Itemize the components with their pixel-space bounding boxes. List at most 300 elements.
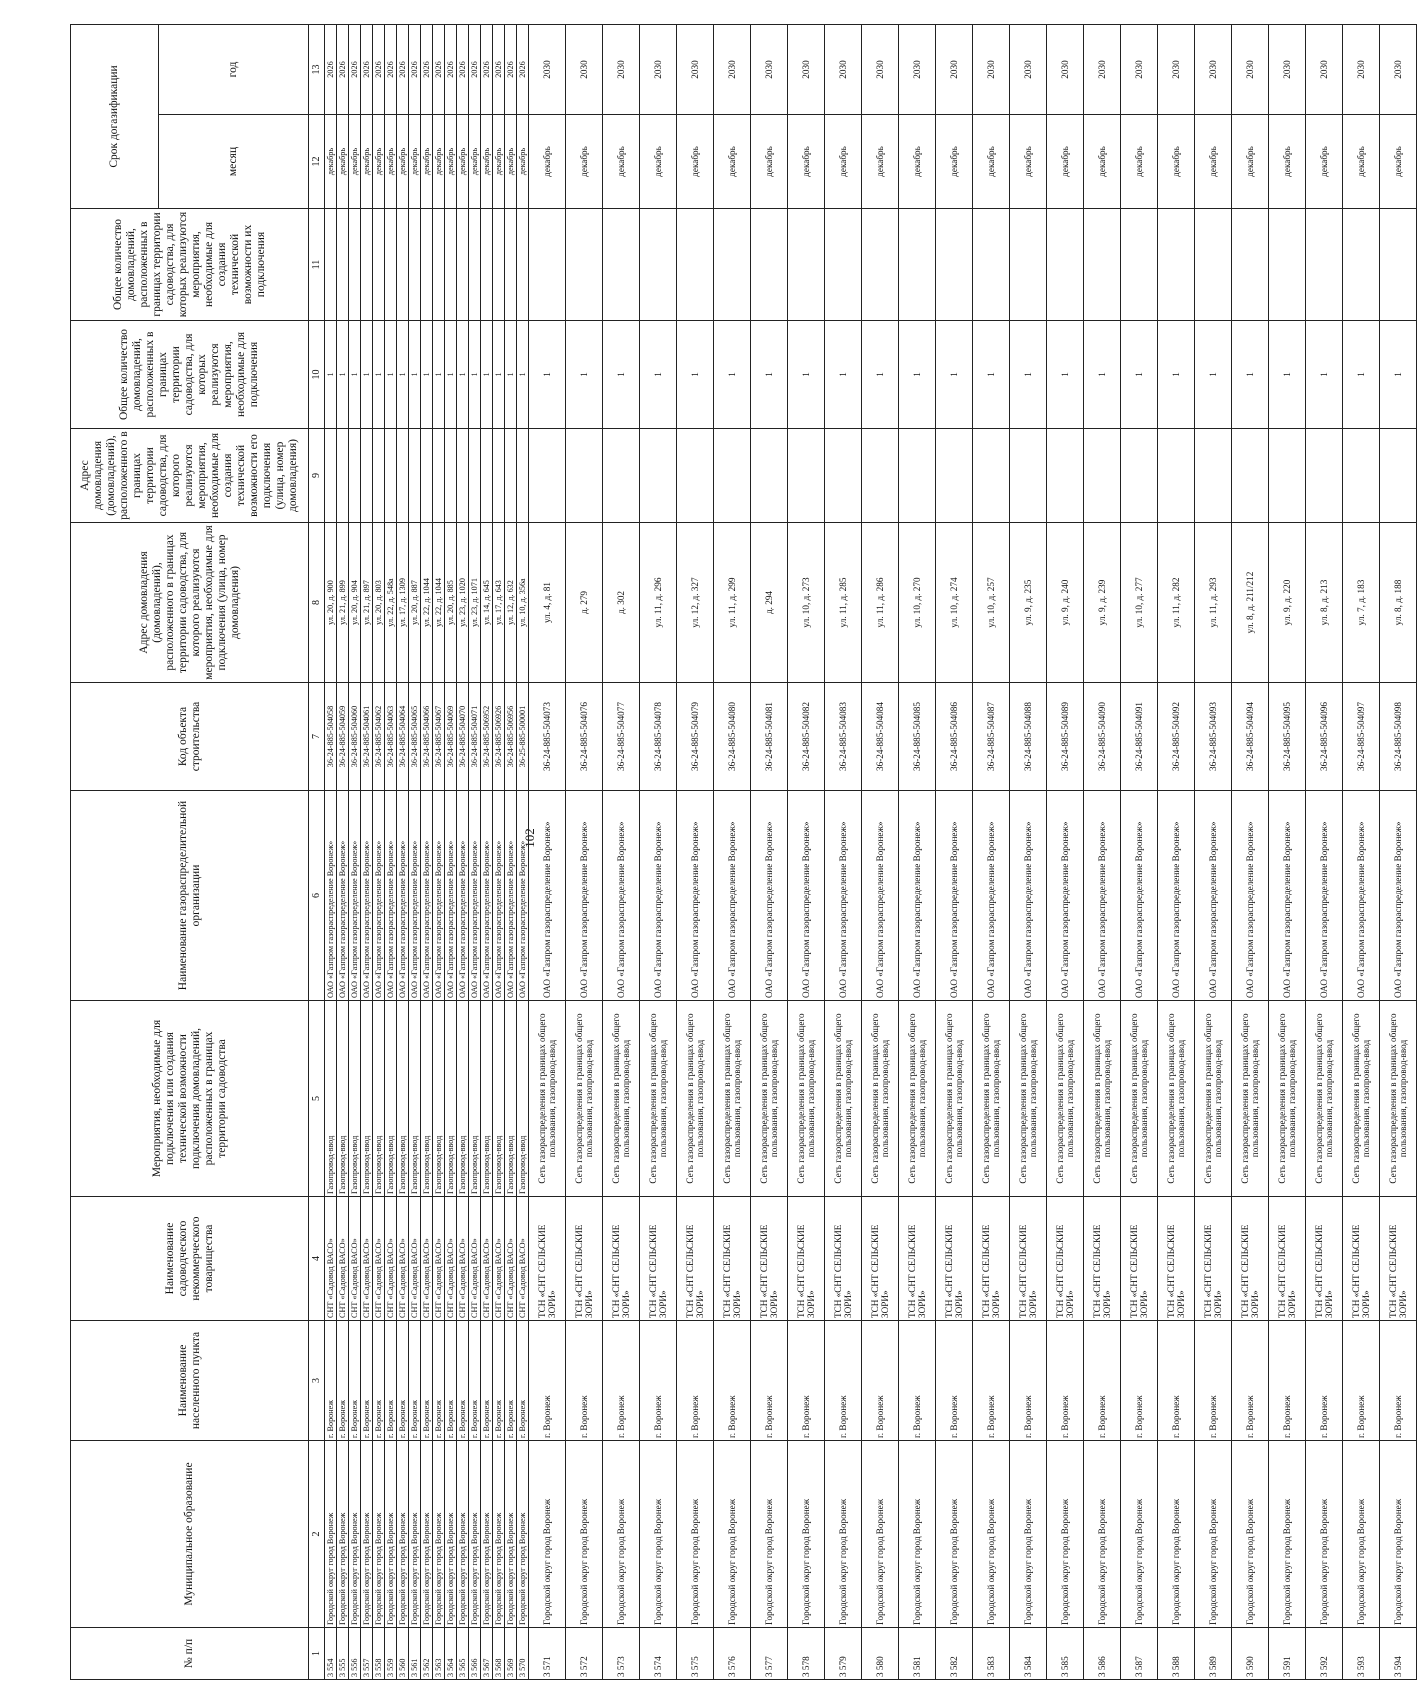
table-row [1158, 25, 1195, 1680]
address-tech-cell [325, 429, 337, 523]
locality-cell: г. Воронеж [493, 1321, 505, 1441]
snt-name-cell: ТСН «СНТ СЕЛЬСКИЕ ЗОРИ» [1158, 1197, 1195, 1321]
address-cell: ул. 10, д. 257 [973, 523, 1010, 683]
organization-cell: ОАО «Газпром газораспределение Воронеж» [1010, 791, 1047, 1001]
locality-cell: г. Воронеж [862, 1321, 899, 1441]
locality-cell: г. Воронеж [1380, 1321, 1417, 1441]
municipality-cell: Городской округ город Воронеж [936, 1441, 973, 1628]
count-tech-cell [373, 209, 385, 321]
object-code-cell: 36-24-885-504067 [433, 683, 445, 791]
event-cell: Сеть газораспределения в границах общего пользования, газопровод-ввод [1047, 1001, 1084, 1197]
locality-cell: г. Воронеж [899, 1321, 936, 1441]
month-cell: декабрь [1380, 115, 1417, 209]
page-number: 102 [522, 828, 537, 848]
event-cell: Сеть газораспределения в границах общего пользования, газопровод-ввод [1195, 1001, 1232, 1197]
snt-name-cell: ТСН «СНТ СЕЛЬСКИЕ ЗОРИ» [1380, 1197, 1417, 1321]
organization-cell: ОАО «Газпром газораспределение Воронеж» [445, 791, 457, 1001]
count-tech-cell [862, 209, 899, 321]
row-number: 3 554 [325, 1628, 337, 1680]
event-cell: Газопровод-ввод [373, 1001, 385, 1197]
address-cell: ул. 11, д. 285 [825, 523, 862, 683]
year-cell: 2030 [1269, 25, 1306, 115]
month-cell: декабрь [566, 115, 603, 209]
table-row [1010, 25, 1047, 1680]
address-tech-cell [936, 429, 973, 523]
address-tech-cell [603, 429, 640, 523]
year-cell: 2030 [788, 25, 825, 115]
count-connect-cell: 1 [505, 321, 517, 429]
count-tech-cell [361, 209, 373, 321]
event-cell: Сеть газораспределения в границах общего пользования, газопровод-ввод [1232, 1001, 1269, 1197]
month-cell: декабрь [1343, 115, 1380, 209]
row-number: 3 559 [385, 1628, 397, 1680]
count-connect-cell: 1 [1047, 321, 1084, 429]
snt-name-cell: СНТ «Садовод ВАСО» [409, 1197, 421, 1321]
address-tech-cell [1084, 429, 1121, 523]
count-connect-cell: 1 [349, 321, 361, 429]
month-cell: декабрь [1121, 115, 1158, 209]
col-number: 5 [309, 1001, 325, 1197]
address-cell: ул. 22, д. 548а [385, 523, 397, 683]
address-tech-cell [421, 429, 433, 523]
table-row [433, 25, 445, 1680]
count-connect-cell: 1 [1010, 321, 1047, 429]
count-connect-cell: 1 [397, 321, 409, 429]
year-cell: 2030 [862, 25, 899, 115]
count-tech-cell [409, 209, 421, 321]
table-row [457, 25, 469, 1680]
header-snt: Наименование садоводческого некоммерческого товарищества [71, 1197, 309, 1321]
organization-cell: ОАО «Газпром газораспределение Воронеж» [1232, 791, 1269, 1001]
address-cell: ул. 17, д. 643 [493, 523, 505, 683]
event-cell: Сеть газораспределения в границах общего пользования, газопровод-ввод [677, 1001, 714, 1197]
count-connect-cell: 1 [421, 321, 433, 429]
table-row [505, 25, 517, 1680]
month-cell: декабрь [973, 115, 1010, 209]
month-cell: декабрь [899, 115, 936, 209]
address-cell: ул. 10, д. 274 [936, 523, 973, 683]
month-cell: декабрь [825, 115, 862, 209]
header-locality: Наименование населенного пункта [71, 1321, 309, 1441]
object-code-cell: 36-24-885-504095 [1269, 683, 1306, 791]
locality-cell: г. Воронеж [1343, 1321, 1380, 1441]
year-cell: 2030 [1047, 25, 1084, 115]
object-code-cell: 36-24-885-504080 [714, 683, 751, 791]
count-connect-cell: 1 [517, 321, 529, 429]
count-connect-cell: 1 [1195, 321, 1232, 429]
table-row [862, 25, 899, 1680]
table-row [397, 25, 409, 1680]
year-cell: 2026 [349, 25, 361, 115]
object-code-cell: 36-24-885-504076 [566, 683, 603, 791]
count-connect-cell: 1 [788, 321, 825, 429]
organization-cell: ОАО «Газпром газораспределение Воронеж» [325, 791, 337, 1001]
address-tech-cell [1343, 429, 1380, 523]
event-cell: Сеть газораспределения в границах общего пользования, газопровод-ввод [714, 1001, 751, 1197]
count-tech-cell [457, 209, 469, 321]
organization-cell: ОАО «Газпром газораспределение Воронеж» [433, 791, 445, 1001]
snt-name-cell: ТСН «СНТ СЕЛЬСКИЕ ЗОРИ» [899, 1197, 936, 1321]
event-cell: Газопровод-ввод [337, 1001, 349, 1197]
table-row [825, 25, 862, 1680]
address-tech-cell [825, 429, 862, 523]
table-row [421, 25, 433, 1680]
address-tech-cell [1047, 429, 1084, 523]
row-number: 3 558 [373, 1628, 385, 1680]
count-connect-cell: 1 [433, 321, 445, 429]
count-tech-cell [421, 209, 433, 321]
month-cell: декабрь [751, 115, 788, 209]
organization-cell: ОАО «Газпром газораспределение Воронеж» [936, 791, 973, 1001]
locality-cell: г. Воронеж [1306, 1321, 1343, 1441]
address-cell: ул. 11, д. 286 [862, 523, 899, 683]
event-cell: Сеть газораспределения в границах общего пользования, газопровод-ввод [640, 1001, 677, 1197]
object-code-cell: 36-24-885-504060 [349, 683, 361, 791]
locality-cell: г. Воронеж [457, 1321, 469, 1441]
object-code-cell: 36-24-885-504088 [1010, 683, 1047, 791]
organization-cell: ОАО «Газпром газораспределение Воронеж» [640, 791, 677, 1001]
event-cell: Газопровод-ввод [493, 1001, 505, 1197]
row-number: 3 576 [714, 1628, 751, 1680]
row-number: 3 562 [421, 1628, 433, 1680]
snt-name-cell: СНТ «Садовод ВАСО» [361, 1197, 373, 1321]
table-row [1306, 25, 1343, 1680]
snt-name-cell: ТСН «СНТ СЕЛЬСКИЕ ЗОРИ» [566, 1197, 603, 1321]
address-cell: ул. 11, д. 293 [1195, 523, 1232, 683]
month-cell: декабрь [505, 115, 517, 209]
address-cell: ул. 21, д. 897 [361, 523, 373, 683]
month-cell: декабрь [349, 115, 361, 209]
count-connect-cell: 1 [936, 321, 973, 429]
object-code-cell: 36-24-885-504096 [1306, 683, 1343, 791]
object-code-cell: 36-24-885-504061 [361, 683, 373, 791]
snt-name-cell: СНТ «Садовод ВАСО» [373, 1197, 385, 1321]
year-cell: 2030 [1010, 25, 1047, 115]
year-cell: 2030 [529, 25, 566, 115]
snt-name-cell: ТСН «СНТ СЕЛЬСКИЕ ЗОРИ» [640, 1197, 677, 1321]
object-code-cell: 36-24-885-504094 [1232, 683, 1269, 791]
count-tech-cell [349, 209, 361, 321]
locality-cell: г. Воронеж [640, 1321, 677, 1441]
row-number: 3 566 [469, 1628, 481, 1680]
row-number: 3 575 [677, 1628, 714, 1680]
organization-cell: ОАО «Газпром газораспределение Воронеж» [677, 791, 714, 1001]
year-cell: 2030 [936, 25, 973, 115]
address-cell: ул. 4, д. 81 [529, 523, 566, 683]
event-cell: Сеть газораспределения в границах общего пользования, газопровод-ввод [862, 1001, 899, 1197]
object-code-cell: 36-24-885-504071 [469, 683, 481, 791]
object-code-cell: 36-24-885-504064 [397, 683, 409, 791]
organization-cell: ОАО «Газпром газораспределение Воронеж» [1306, 791, 1343, 1001]
snt-name-cell: СНТ «Садовод ВАСО» [493, 1197, 505, 1321]
address-cell: ул. 12, д. 632 [505, 523, 517, 683]
count-tech-cell [517, 209, 529, 321]
locality-cell: г. Воронеж [385, 1321, 397, 1441]
snt-name-cell: СНТ «Садовод ВАСО» [457, 1197, 469, 1321]
event-cell: Газопровод-ввод [433, 1001, 445, 1197]
address-cell: ул. 11, д. 299 [714, 523, 751, 683]
row-number: 3 580 [862, 1628, 899, 1680]
object-code-cell: 36-24-885-504089 [1047, 683, 1084, 791]
event-cell: Газопровод-ввод [325, 1001, 337, 1197]
count-connect-cell: 1 [385, 321, 397, 429]
municipality-cell: Городской округ город Воронеж [973, 1441, 1010, 1628]
col-number: 10 [309, 321, 325, 429]
address-tech-cell [788, 429, 825, 523]
locality-cell: г. Воронеж [825, 1321, 862, 1441]
table-row [337, 25, 349, 1680]
row-number: 3 563 [433, 1628, 445, 1680]
municipality-cell: Городской округ город Воронеж [1232, 1441, 1269, 1628]
address-tech-cell [469, 429, 481, 523]
address-cell: ул. 20, д. 803 [373, 523, 385, 683]
municipality-cell: Городской округ город Воронеж [445, 1441, 457, 1628]
municipality-cell: Городской округ город Воронеж [1195, 1441, 1232, 1628]
locality-cell: г. Воронеж [469, 1321, 481, 1441]
object-code-cell: 36-24-885-504059 [337, 683, 349, 791]
organization-cell: ОАО «Газпром газораспределение Воронеж» [899, 791, 936, 1001]
locality-cell: г. Воронеж [1084, 1321, 1121, 1441]
count-connect-cell: 1 [862, 321, 899, 429]
address-tech-cell [899, 429, 936, 523]
month-cell: декабрь [373, 115, 385, 209]
month-cell: декабрь [445, 115, 457, 209]
municipality-cell: Городской округ город Воронеж [349, 1441, 361, 1628]
event-cell: Сеть газораспределения в границах общего пользования, газопровод-ввод [529, 1001, 566, 1197]
address-tech-cell [433, 429, 445, 523]
object-code-cell: 36-24-885-506952 [481, 683, 493, 791]
count-connect-cell: 1 [1232, 321, 1269, 429]
address-cell: ул. 20, д. 885 [445, 523, 457, 683]
col-number: 9 [309, 429, 325, 523]
month-cell: декабрь [640, 115, 677, 209]
snt-name-cell: ТСН «СНТ СЕЛЬСКИЕ ЗОРИ» [1306, 1197, 1343, 1321]
snt-name-cell: СНТ «Садовод ВАСО» [325, 1197, 337, 1321]
row-number: 3 590 [1232, 1628, 1269, 1680]
count-connect-cell: 1 [1121, 321, 1158, 429]
row-number: 3 572 [566, 1628, 603, 1680]
row-number: 3 557 [361, 1628, 373, 1680]
year-cell: 2026 [361, 25, 373, 115]
municipality-cell: Городской округ город Воронеж [481, 1441, 493, 1628]
row-number: 3 591 [1269, 1628, 1306, 1680]
year-cell: 2030 [640, 25, 677, 115]
address-cell: д. 294 [751, 523, 788, 683]
organization-cell: ОАО «Газпром газораспределение Воронеж» [373, 791, 385, 1001]
event-cell: Сеть газораспределения в границах общего пользования, газопровод-ввод [751, 1001, 788, 1197]
table-row [493, 25, 505, 1680]
count-connect-cell: 1 [566, 321, 603, 429]
event-cell: Газопровод-ввод [421, 1001, 433, 1197]
month-cell: декабрь [677, 115, 714, 209]
object-code-cell: 36-24-885-504066 [421, 683, 433, 791]
table-row [899, 25, 936, 1680]
row-number: 3 578 [788, 1628, 825, 1680]
organization-cell: ОАО «Газпром газораспределение Воронеж» [1084, 791, 1121, 1001]
municipality-cell: Городской округ город Воронеж [457, 1441, 469, 1628]
count-connect-cell: 1 [1269, 321, 1306, 429]
object-code-cell: 36-25-885-500001 [517, 683, 529, 791]
address-tech-cell [409, 429, 421, 523]
address-cell: ул. 8, д. 211/212 [1232, 523, 1269, 683]
count-tech-cell [1269, 209, 1306, 321]
year-cell: 2030 [603, 25, 640, 115]
address-tech-cell [481, 429, 493, 523]
year-cell: 2030 [1084, 25, 1121, 115]
event-cell: Сеть газораспределения в границах общего пользования, газопровод-ввод [1084, 1001, 1121, 1197]
object-code-cell: 36-24-885-504093 [1195, 683, 1232, 791]
locality-cell: г. Воронеж [445, 1321, 457, 1441]
address-tech-cell [493, 429, 505, 523]
address-cell: ул. 10, д. 270 [899, 523, 936, 683]
municipality-cell: Городской округ город Воронеж [517, 1441, 529, 1628]
count-tech-cell [1047, 209, 1084, 321]
object-code-cell: 36-24-885-504090 [1084, 683, 1121, 791]
municipality-cell: Городской округ город Воронеж [385, 1441, 397, 1628]
count-tech-cell [1158, 209, 1195, 321]
count-connect-cell: 1 [361, 321, 373, 429]
organization-cell: ОАО «Газпром газораспределение Воронеж» [973, 791, 1010, 1001]
month-cell: декабрь [936, 115, 973, 209]
year-cell: 2030 [751, 25, 788, 115]
month-cell: декабрь [397, 115, 409, 209]
col-number: 6 [309, 791, 325, 1001]
table-body [325, 25, 1417, 1680]
event-cell: Сеть газораспределения в границах общего пользования, газопровод-ввод [1343, 1001, 1380, 1197]
table-row [1084, 25, 1121, 1680]
snt-name-cell: ТСН «СНТ СЕЛЬСКИЕ ЗОРИ» [936, 1197, 973, 1321]
count-tech-cell [936, 209, 973, 321]
header-month: месяц [159, 115, 309, 209]
count-tech-cell [825, 209, 862, 321]
snt-name-cell: СНТ «Садовод ВАСО» [337, 1197, 349, 1321]
count-connect-cell: 1 [529, 321, 566, 429]
month-cell: декабрь [433, 115, 445, 209]
year-cell: 2030 [825, 25, 862, 115]
event-cell: Газопровод-ввод [505, 1001, 517, 1197]
row-number: 3 588 [1158, 1628, 1195, 1680]
header-year: год [159, 25, 309, 115]
count-tech-cell [1195, 209, 1232, 321]
year-cell: 2026 [433, 25, 445, 115]
municipality-cell: Городской округ город Воронеж [469, 1441, 481, 1628]
snt-name-cell: ТСН «СНТ СЕЛЬСКИЕ ЗОРИ» [677, 1197, 714, 1321]
month-cell: декабрь [862, 115, 899, 209]
municipality-cell: Городской округ город Воронеж [337, 1441, 349, 1628]
snt-name-cell: ТСН «СНТ СЕЛЬСКИЕ ЗОРИ» [1343, 1197, 1380, 1321]
locality-cell: г. Воронеж [433, 1321, 445, 1441]
table-row [936, 25, 973, 1680]
municipality-cell: Городской округ город Воронеж [1343, 1441, 1380, 1628]
table-row [1380, 25, 1417, 1680]
locality-cell: г. Воронеж [677, 1321, 714, 1441]
table-row [603, 25, 640, 1680]
organization-cell: ОАО «Газпром газораспределение Воронеж» [1047, 791, 1084, 1001]
address-tech-cell [1380, 429, 1417, 523]
address-cell: д. 302 [603, 523, 640, 683]
municipality-cell: Городской округ город Воронеж [325, 1441, 337, 1628]
locality-cell: г. Воронеж [409, 1321, 421, 1441]
address-tech-cell [714, 429, 751, 523]
locality-cell: г. Воронеж [1010, 1321, 1047, 1441]
row-number: 3 579 [825, 1628, 862, 1680]
snt-name-cell: ТСН «СНТ СЕЛЬСКИЕ ЗОРИ» [1269, 1197, 1306, 1321]
year-cell: 2026 [421, 25, 433, 115]
table-row [1047, 25, 1084, 1680]
object-code-cell: 36-24-885-504092 [1158, 683, 1195, 791]
municipality-cell: Городской округ город Воронеж [1269, 1441, 1306, 1628]
organization-cell: ОАО «Газпром газораспределение Воронеж» [469, 791, 481, 1001]
address-tech-cell [337, 429, 349, 523]
address-tech-cell [505, 429, 517, 523]
organization-cell: ОАО «Газпром газораспределение Воронеж» [1269, 791, 1306, 1001]
address-tech-cell [566, 429, 603, 523]
address-cell: ул. 22, д. 1044 [433, 523, 445, 683]
event-cell: Газопровод-ввод [481, 1001, 493, 1197]
row-number: 3 567 [481, 1628, 493, 1680]
object-code-cell: 36-24-885-504086 [936, 683, 973, 791]
count-connect-cell: 1 [973, 321, 1010, 429]
object-code-cell: 36-24-885-504079 [677, 683, 714, 791]
table-row [529, 25, 566, 1680]
row-number: 3 555 [337, 1628, 349, 1680]
organization-cell: ОАО «Газпром газораспределение Воронеж» [862, 791, 899, 1001]
header-num: № п/п [71, 1628, 309, 1680]
organization-cell: ОАО «Газпром газораспределение Воронеж» [337, 791, 349, 1001]
row-number: 3 561 [409, 1628, 421, 1680]
table-row [517, 25, 529, 1680]
snt-name-cell: СНТ «Садовод ВАСО» [517, 1197, 529, 1321]
col-number: 2 [309, 1441, 325, 1628]
municipality-cell: Городской округ город Воронеж [1380, 1441, 1417, 1628]
count-connect-cell: 1 [457, 321, 469, 429]
address-tech-cell [677, 429, 714, 523]
count-tech-cell [677, 209, 714, 321]
count-connect-cell: 1 [325, 321, 337, 429]
locality-cell: г. Воронеж [337, 1321, 349, 1441]
row-number: 3 583 [973, 1628, 1010, 1680]
table-row [973, 25, 1010, 1680]
row-number: 3 592 [1306, 1628, 1343, 1680]
event-cell: Сеть газораспределения в границах общего пользования, газопровод-ввод [973, 1001, 1010, 1197]
object-code-cell: 36-24-885-506926 [493, 683, 505, 791]
snt-name-cell: СНТ «Садовод ВАСО» [481, 1197, 493, 1321]
col-number: 7 [309, 683, 325, 791]
row-number: 3 594 [1380, 1628, 1417, 1680]
count-tech-cell [397, 209, 409, 321]
year-cell: 2026 [397, 25, 409, 115]
address-tech-cell [751, 429, 788, 523]
organization-cell: ОАО «Газпром газораспределение Воронеж» [825, 791, 862, 1001]
municipality-cell: Городской округ город Воронеж [1158, 1441, 1195, 1628]
count-connect-cell: 1 [337, 321, 349, 429]
event-cell: Газопровод-ввод [445, 1001, 457, 1197]
municipality-cell: Городской округ город Воронеж [529, 1441, 566, 1628]
count-tech-cell [1084, 209, 1121, 321]
address-cell: ул. 7, д. 183 [1343, 523, 1380, 683]
snt-name-cell: ТСН «СНТ СЕЛЬСКИЕ ЗОРИ» [1232, 1197, 1269, 1321]
municipality-cell: Городской округ город Воронеж [825, 1441, 862, 1628]
address-cell: д. 279 [566, 523, 603, 683]
count-tech-cell [640, 209, 677, 321]
year-cell: 2026 [337, 25, 349, 115]
municipality-cell: Городской округ город Воронеж [677, 1441, 714, 1628]
month-cell: декабрь [457, 115, 469, 209]
locality-cell: г. Воронеж [325, 1321, 337, 1441]
row-number: 3 586 [1084, 1628, 1121, 1680]
organization-cell: ОАО «Газпром газораспределение Воронеж» [349, 791, 361, 1001]
row-number: 3 589 [1195, 1628, 1232, 1680]
